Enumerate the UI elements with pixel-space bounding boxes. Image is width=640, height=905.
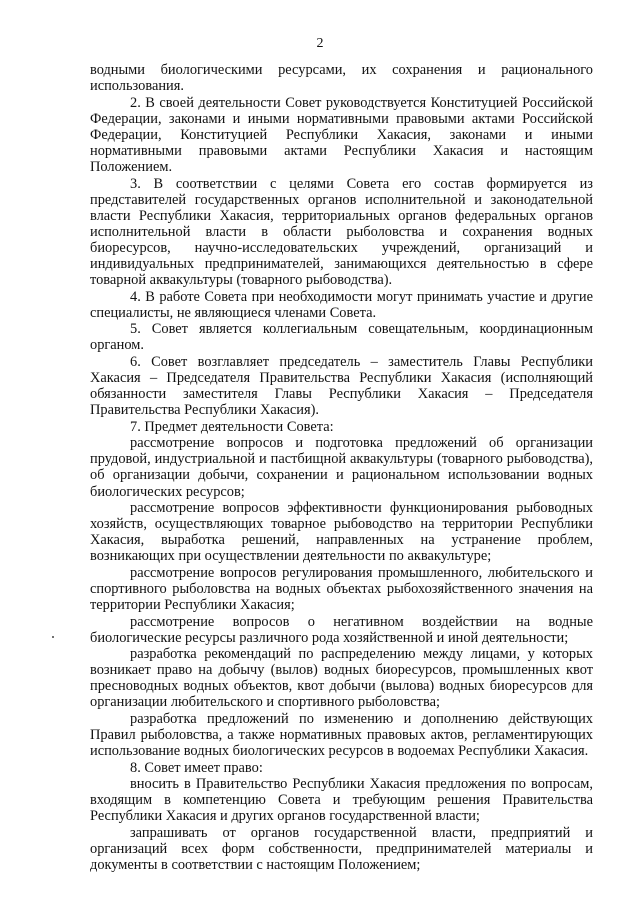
paragraph-item-8-heading: 8. Совет имеет право: — [130, 759, 263, 776]
paragraph-item-7-point: рассмотрение вопросов о негативном воздействии на водные биологические ресурсы различного рода хозяйственной и иной деятельности; — [90, 613, 593, 646]
paragraph-item-7-point: рассмотрение вопросов и подготовка предложений об организации прудовой, индустриальной и пастбищной аквакультуры (товарного рыбоводства), об организации добычи, сохранении и рациональном использовании водных биологических ресурсов; — [90, 435, 593, 500]
paragraph-item-7-point: рассмотрение вопросов эффективности функционирования рыбоводных хозяйств, осуществляющих товарное рыбоводство на территории Республики Хакасия, выработка решений, направленных на устранение проблем, возникающих при осуществлении деятельности по аквакультуре; — [90, 500, 593, 565]
paragraph-item-3: 3. В соответствии с целями Совета его состав формируется из представителей государственных органов исполнительной и законодательной власти Республики Хакасия, территориальных органов федеральных органов исполнительной власти в области рыболовства и сохранения водных биоресурсов, научно-исследовательских учреждений, организаций и индивидуальных предпринимателей, занимающихся деятельностью в сфере товарной аквакультуры (товарного рыбоводства). — [90, 175, 593, 289]
paragraph-item-8-point: вносить в Правительство Республики Хакасия предложения по вопросам, входящим в компетенцию Совета и требующим решения Правительства Республики Хакасия и других органов государственной власти; — [90, 776, 593, 825]
paragraph-item-4: 4. В работе Совета при необходимости могут принимать участие и другие специалисты, не являющиеся членами Совета. — [90, 288, 593, 321]
paragraph-item-7-point: разработка предложений по изменению и дополнению действующих Правил рыболовства, а также нормативных правовых актов, регламентирующих использование водных биологических ресурсов в водоемах Республики Хакасия. — [90, 711, 593, 760]
paragraph-item-6: 6. Совет возглавляет председатель – заместитель Главы Республики Хакасия – Председателя Правительства Республики Хакасия (исполняющий обязанности заместителя Главы Республики Хакасия – Председателя Правительства Республики Хакасия). — [90, 353, 593, 419]
paragraph-item-5: 5. Совет является коллегиальным совещательным, координационным органом. — [90, 321, 593, 354]
paragraph-item-2: 2. В своей деятельности Совет руководствуется Конституцией Российской Федерации, законами и иными нормативными правовыми актами Российской Федерации, Конституцией Республики Хакасия, законами и иными нормативными правовыми актами Республики Хакасия и настоящим Положением. — [90, 94, 593, 175]
document-body — [90, 62, 593, 874]
paragraph-item-7-heading: 7. Предмет деятельности Совета: — [130, 418, 334, 435]
paragraph-item-8-point: запрашивать от органов государственной власти, предприятий и организаций всех форм собственности, предпринимателей материалы и документы в соответствии с настоящим Положением; — [90, 824, 593, 874]
margin-mark — [52, 636, 54, 638]
page-number: 2 — [316, 36, 324, 51]
paragraph-item-7-point: рассмотрение вопросов регулирования промышленного, любительского и спортивного рыболовства на водных объектах рыбохозяйственного значения на территории Республики Хакасия; — [90, 564, 593, 614]
paragraph-continuation: водными биологическими ресурсами, их сохранения и рационального использования. — [90, 62, 593, 95]
paragraph-item-7-point: разработка рекомендаций по распределению между лицами, у которых возникает право на добычу (вылов) водных биоресурсов, промышленных квот пресноводных водных объектов, квот добычи (вылова) водных биоресурсов для организации любительского и спортивного рыболовства; — [90, 646, 593, 711]
